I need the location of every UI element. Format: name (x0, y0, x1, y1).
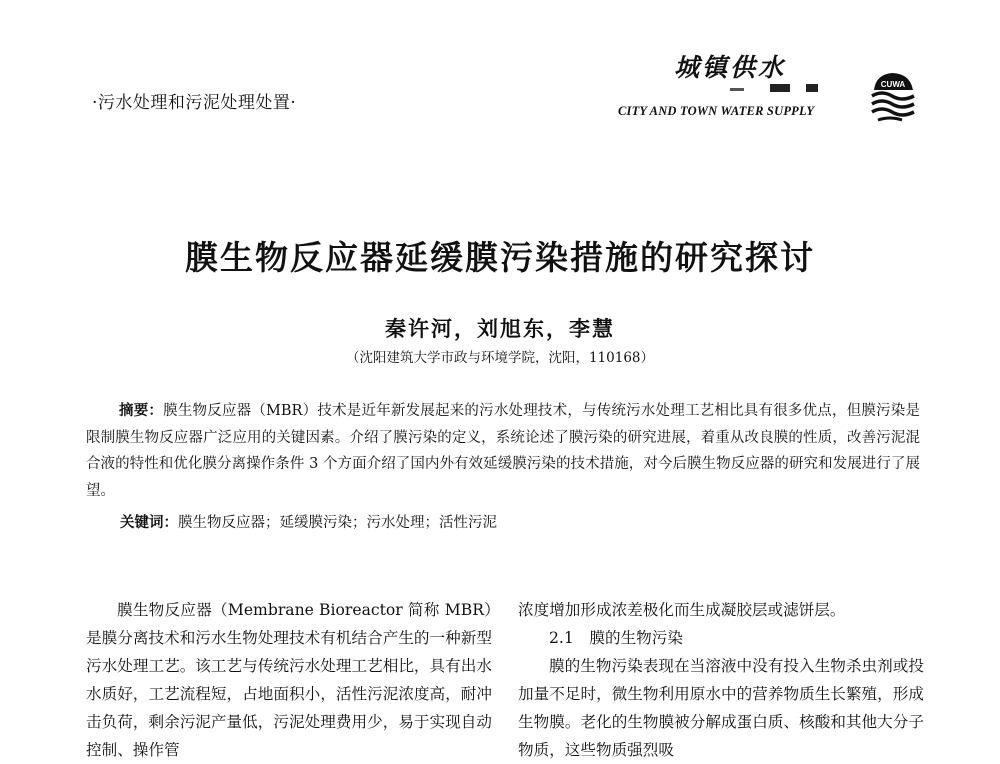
scan-speck (806, 84, 818, 92)
keywords-text: 膜生物反应器；延缓膜污染；污水处理；活性污泥 (178, 515, 497, 531)
abstract (86, 398, 920, 504)
scan-speck (730, 88, 744, 91)
keywords (120, 510, 497, 536)
journal-masthead (618, 48, 918, 128)
section-label: ·污水处理和污泥处理处置· (92, 93, 297, 113)
abstract-text: 膜生物反应器（MBR）技术是近年新发展起来的污水处理技术，与传统污水处理工艺相比具有很多优点，但膜污染是限制膜生物反应器广泛应用的关键因素。介绍了膜污染的定义，系统论述了膜污染的研究进展，着重从改良膜的性质，改善污泥混合液的特性和优化膜分离操作条件 3 个方面介绍了国内外有效延缓膜污染的技术措施，对今后膜生物反应器的研究和发展进行了展望。 (86, 403, 921, 499)
section-heading: 2.1 膜的生物污染 (549, 629, 683, 647)
body-column-right (518, 596, 924, 764)
scan-speck (770, 84, 790, 92)
paper-authors: 秦许河，刘旭东，李慧 (385, 316, 615, 341)
body-paragraph-continuation: 浓度增加形成浓差极化而生成凝胶层或滤饼层。 (518, 601, 846, 619)
keywords-label: 关键词： (120, 514, 178, 531)
journal-logo-text: CUWA (880, 80, 906, 89)
body-paragraph: 膜的生物污染表现在当溶液中没有投入生物杀虫剂或投加量不足时，微生物利用原水中的营养物质生长繁殖，形成生物膜。老化的生物膜被分解成蛋白质、核酸和其他大分子物质，这些物质强烈吸 (518, 657, 924, 759)
body-paragraph: 膜生物反应器（Membrane Bioreactor 简称 MBR）是膜分离技术和污水生物处理技术有机结合产生的一种新型污水处理工艺。该工艺与传统污水处理工艺相比，具有出水水质好，工艺流程短，占地面积小，活性污泥浓度高，耐冲击负荷，剩余污泥产量低，污泥处理费用少，易于实现自动控制、操作管 (86, 601, 492, 759)
body-column-left (86, 596, 492, 764)
author-affiliation: （沈阳建筑大学市政与环境学院，沈阳，110168） (345, 350, 655, 366)
journal-name-cn: 城镇供水 (674, 53, 787, 82)
abstract-label: 摘要： (119, 402, 164, 419)
paper-title: 膜生物反应器延缓膜污染措施的研究探讨 (185, 238, 815, 277)
journal-name-en: CITY AND TOWN WATER SUPPLY (618, 104, 815, 118)
journal-logo-icon (868, 68, 918, 126)
